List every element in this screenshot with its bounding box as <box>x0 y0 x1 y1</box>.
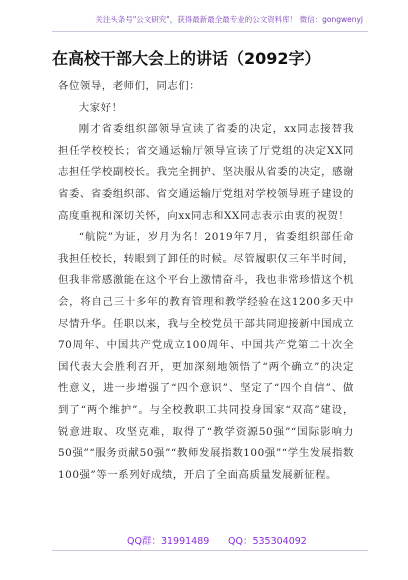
paragraph: 刚才省委组织部领导宣读了省委的决定，xx同志接替我担任学校校长；省交通运输厅领导宣读了厅党组的决定XX同志担任学校副校长。我完全拥护、坚决服从省委的决定，感谢省委、省委组织部、省交通运输厅党组对学校领导班子建设的高度重视和深切关怀，向xx同志和XX同志表示由衷的祝贺！ <box>58 123 354 222</box>
footer-divider <box>52 550 368 551</box>
paragraph: “航院”为证，岁月为名！2019年7月，省委组织部任命我担任校长，转眼到了卸任的时候。尽管履职仅三年半时间，但我非常感激能在这个平台上激情奋斗，我也非常珍惜这个机会，将自己三十多年的教育管理和教学经验在这1200多天中尽情升华。任职以来，我与全校党员干部共同迎接新中国成立70周年、中国共产党成立100周年、中国共产党第二十次全国代表大会胜利召开，更加深刻地领悟了“两个确立”的决定性意义，进一步增强了“四个意识”、坚定了“四个自信”、做到了“两个维护”。与全校教职工共同投身国家“双高”建设，锐意进取、攻坚克难，取得了“教学资源50强”“国际影响力50强”“服务贡献50强”“教师发展指数100强”“学生发展指数100强”等一系列好成绩，开启了全面高质量发展新征程。 <box>58 231 354 481</box>
header-banner: 关注头条号"公文研究"，获得最新最全最专业的公文资料库！ 微信：gongwenyj <box>95 15 363 24</box>
header-divider <box>52 31 368 32</box>
salutation: 各位领导，老师们，同志们： <box>58 80 201 92</box>
qq-group-text: QQ群：31991489 <box>127 536 210 547</box>
greeting: 大家好！ <box>78 101 123 114</box>
qq-number-text: QQ：535304092 <box>228 536 307 547</box>
document-body <box>58 76 354 486</box>
document-title: 在高校干部大会上的讲话（2092字） <box>52 49 321 68</box>
